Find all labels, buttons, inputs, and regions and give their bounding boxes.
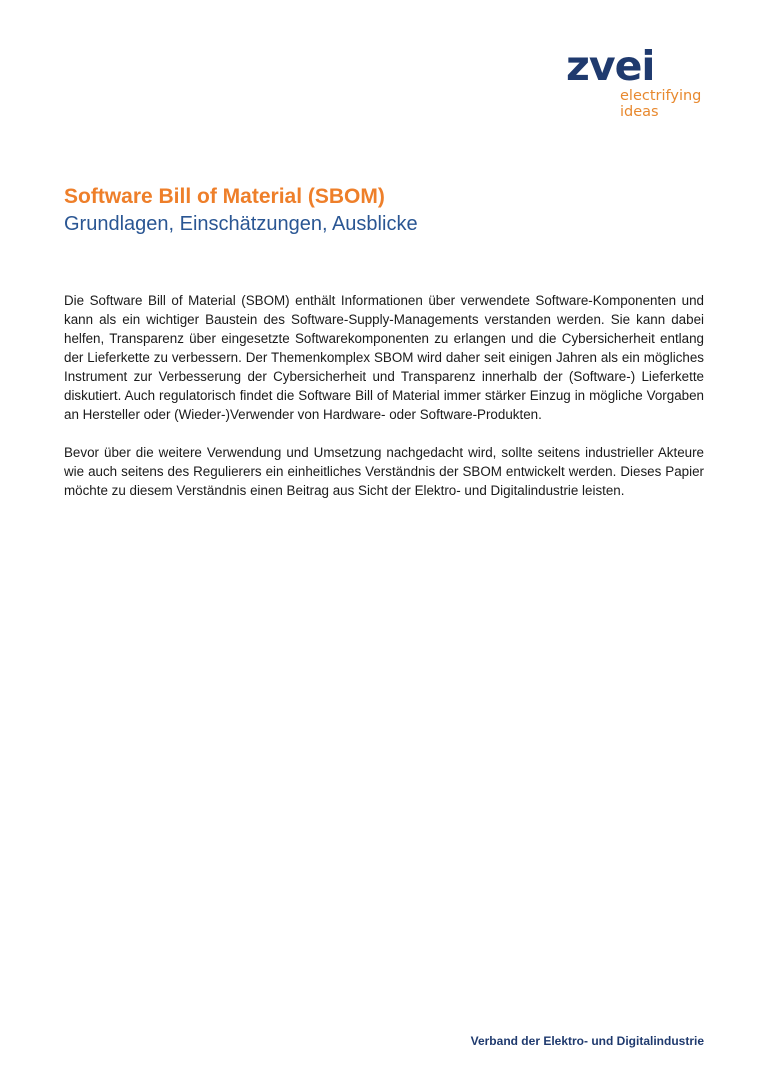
zvei-logo xyxy=(566,44,716,120)
document-title: Software Bill of Material (SBOM) xyxy=(64,185,385,208)
body-paragraph: Bevor über die weitere Verwendung und Umsetzung nachgedacht wird, sollte seitens industrieller Akteure wie auch seitens des Regulierers ein einheitliches Verständnis der SBOM entwickelt werden. Dieses Papier möchte zu diesem Verständnis einen Beitrag aus Sicht der Elektro- und Digitalindustrie leisten. xyxy=(64,445,704,498)
page-footer: Verband der Elektro- und Digitalindustrie xyxy=(470,1034,704,1048)
document-body xyxy=(64,291,704,519)
logo-tagline: electrifying ideas xyxy=(620,88,702,120)
body-paragraph: Die Software Bill of Material (SBOM) enthält Informationen über verwendete Software-Komponenten und kann als ein wichtiger Baustein des Software-Supply-Managements verstanden werden. Sie kann dabei helfen, Transparenz über eingesetzte Softwarekomponenten zu erlangen und die Cybersicherheit entlang der Lieferkette zu verbessern. Der Themenkomplex SBOM wird daher seit einigen Jahren als ein mögliches Instrument zur Verbesserung der Cybersicherheit und Transparenz innerhalb der (Software-) Lieferkette diskutiert. Auch regulatorisch findet die Software Bill of Material immer stärker Einzug in mögliche Vorgaben an Hersteller oder (Wieder-)Verwender von Hardware- oder Software-Produkten. xyxy=(64,293,704,422)
logo-wordmark: zvei xyxy=(566,42,655,90)
document-subtitle: Grundlagen, Einschätzungen, Ausblicke xyxy=(64,213,418,235)
